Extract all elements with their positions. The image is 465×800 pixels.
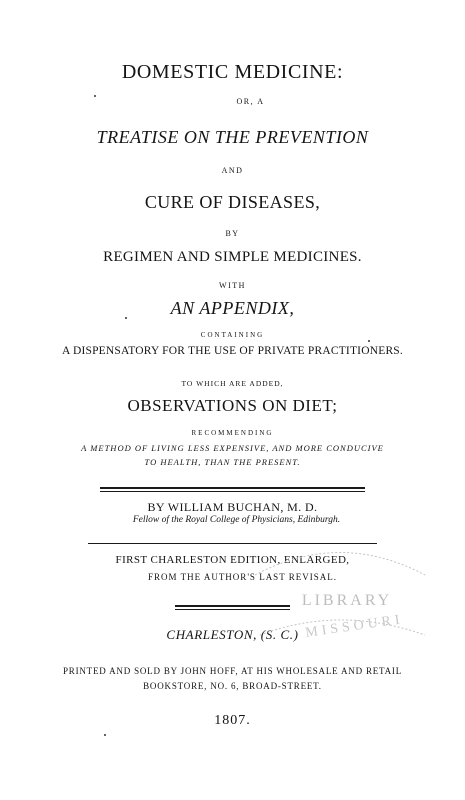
scan-speck <box>368 340 370 342</box>
short-rule-top <box>175 605 290 607</box>
revision-line: FROM THE AUTHOR'S LAST REVISAL. <box>147 572 338 582</box>
book-title: DOMESTIC MEDICINE: <box>121 61 344 83</box>
containing-connector: CONTAINING <box>200 331 265 339</box>
method-line-1: A METHOD OF LIVING LESS EXPENSIVE, AND MORE CONDUCIVE <box>81 443 384 453</box>
imprint-place: CHARLESTON, (S. C.) <box>166 627 299 642</box>
imprint-printer: PRINTED AND SOLD BY JOHN HOFF, AT HIS WHOLESALE AND RETAIL <box>62 666 403 676</box>
and-connector: AND <box>221 166 244 175</box>
double-rule-bottom <box>100 491 365 492</box>
double-rule-top <box>100 487 365 489</box>
scan-speck <box>125 317 127 319</box>
added-connector: TO WHICH ARE ADDED, <box>181 379 284 388</box>
author-line: BY WILLIAM BUCHAN, M. D. <box>147 500 318 514</box>
with-connector: WITH <box>219 281 246 290</box>
regimen-line: REGIMEN AND SIMPLE MEDICINES. <box>103 249 362 265</box>
appendix-line: AN APPENDIX, <box>170 298 295 318</box>
edition-line: FIRST CHARLESTON EDITION, ENLARGED, <box>115 554 350 566</box>
method-line-2: TO HEALTH, THAN THE PRESENT. <box>144 457 301 467</box>
scan-speck <box>94 95 96 97</box>
imprint-bookstore: BOOKSTORE, NO. 6, BROAD-STREET. <box>143 681 322 691</box>
by-connector: BY <box>225 229 240 238</box>
stamp-text-missouri: MISSOURI <box>304 612 405 641</box>
treatise-line: TREATISE ON THE PREVENTION <box>96 127 369 147</box>
scan-speck <box>104 734 106 736</box>
cure-line: CURE OF DISEASES, <box>144 192 321 212</box>
author-credentials: Fellow of the Royal College of Physicians, Edinburgh. <box>132 515 341 525</box>
subtitle-or: OR, A <box>236 97 265 106</box>
recommending-connector: RECOMMENDING <box>191 429 274 437</box>
stamp-text-library: LIBRARY <box>301 592 393 609</box>
divider-rule <box>88 543 377 544</box>
dispensatory-line: A DISPENSATORY FOR THE USE OF PRIVATE PRACTITIONERS. <box>62 345 403 357</box>
short-rule-bottom <box>175 609 290 610</box>
imprint-year: 1807. <box>214 713 251 728</box>
diet-line: OBSERVATIONS ON DIET; <box>127 396 338 415</box>
